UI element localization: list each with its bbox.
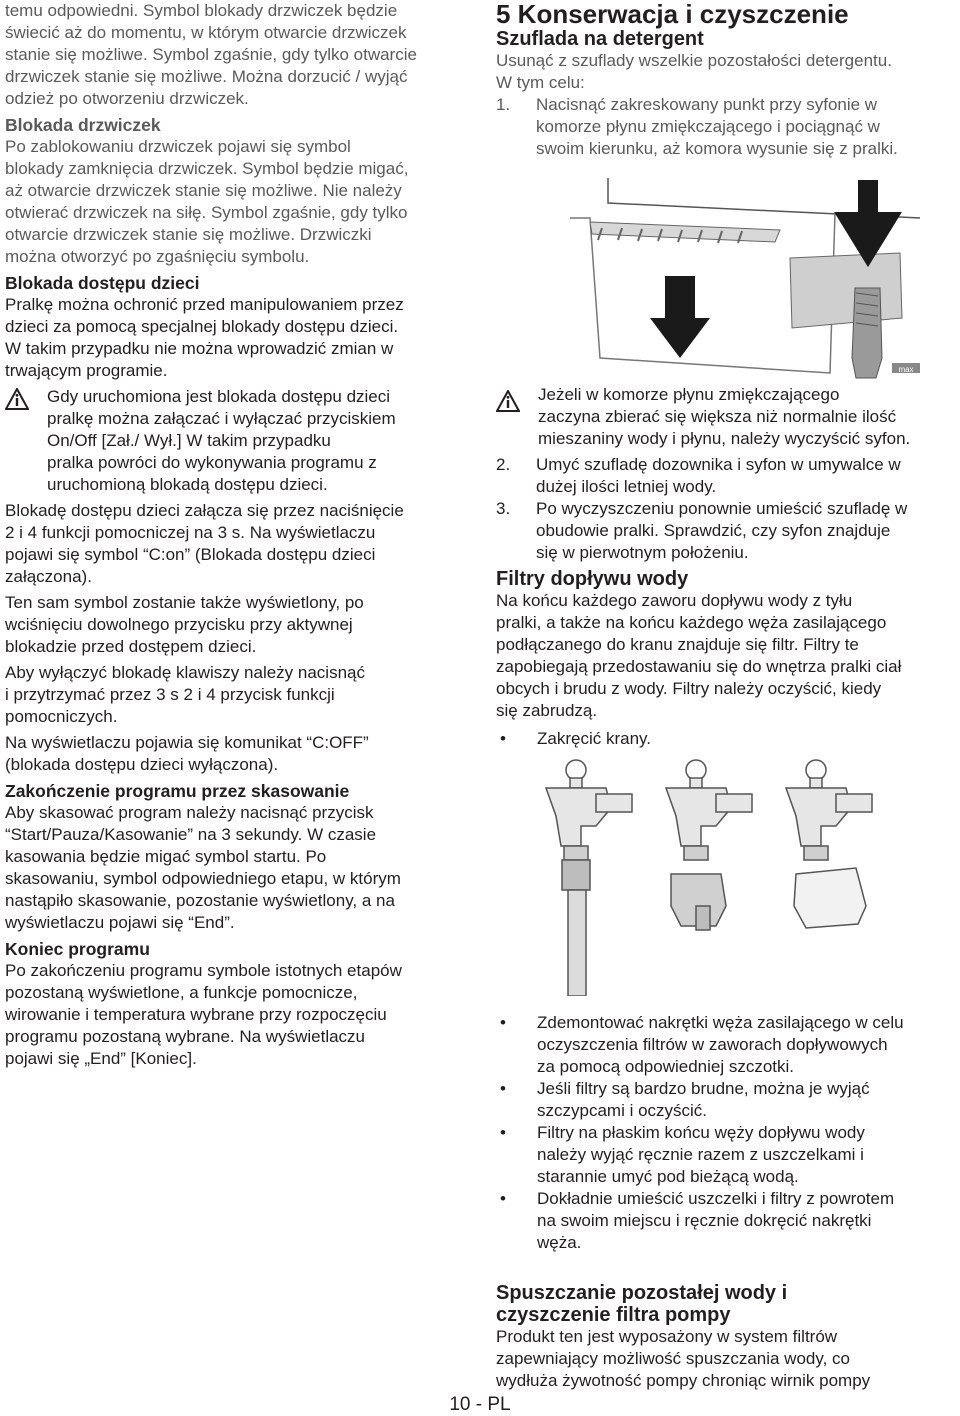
step-1: 1. Nacisnąć zakreskowany punkt przy syfonie w komorze płynu zmiękczającego i pociągnąć w swoim kierunku, aż komora wysunie się z pralki.	[496, 95, 898, 158]
display-off-paragraph: Na wyświetlaczu pojawia się komunikat “C:OFF” (blokada dostępu dzieci wyłączona).	[5, 733, 369, 774]
right-column	[496, 0, 958, 1392]
bullet-item: • Jeśli filtry są bardzo brudne, można je wyjąć szczypcami i oczyścić.	[500, 1079, 870, 1120]
filter-bullets	[496, 1012, 958, 1254]
drawer-heading: Szuflada na detergent	[496, 28, 704, 50]
bullet-close-taps: • Zakręcić krany.	[500, 729, 651, 748]
left-column	[5, 0, 467, 1070]
detergent-drawer-illustration	[530, 178, 950, 390]
section-title: 5 Konserwacja i czyszczenie	[496, 0, 849, 29]
bullet-item: • Dokładnie umieścić uszczelki i filtry z powrotem na swoim miejscu i ręcznie dokręcić nakrętki węża.	[500, 1189, 895, 1252]
tap-1	[546, 760, 632, 996]
door-lock-paragraph: Po zablokowaniu drzwiczek pojawi się symbol blokady zamknięcia drzwiczek. Symbol będzie migać, aż otwarcie drzwiczek stanie się możliwe. Nie należy otwierać drzwiczek na siłę. Symbol zgaśnie, gdy tylko otwarcie drzwiczek stanie się możliwe. Drzwiczki można otworzyć po zgaśnięciu symbolu.	[5, 137, 409, 266]
drawer-intro: Usunąć z szuflady wszelkie pozostałości detergentu. W tym celu:	[496, 51, 892, 92]
cancel-heading: Zakończenie programu przez skasowanie	[5, 781, 350, 801]
deactivate-paragraph: Aby wyłączyć blokadę klawiszy należy nacisnąć i przytrzymać przez 3 s 2 i 4 przycisk funkcji pomocniczych.	[5, 663, 365, 726]
tap-3	[786, 760, 872, 928]
cancel-paragraph: Aby skasować program należy nacisnąć przycisk “Start/Pauza/Kasowanie” na 3 sekundy. W czasie kasowania będzie migać symbol startu. Po skasowaniu, symbol odpowiedniego etapu, w którym nastąpiło skasowanie, pozostanie wyświetlony, a na wyświetlaczu pojawi się “End”.	[5, 803, 401, 932]
page-number: 10 - PL	[449, 1394, 511, 1415]
info-icon	[5, 388, 29, 412]
activate-paragraph: Blokadę dostępu dzieci załącza się przez naciśnięcie 2 i 4 funkcji pomocniczej na 3 s. Na wyświetlaczu pojawi się symbol “C:on” (Blokada dostępu dzieci załączona).	[5, 501, 404, 586]
filters-heading: Filtry dopływu wody	[496, 568, 689, 590]
down-arrow-icon-left	[650, 276, 710, 358]
end-heading: Koniec programu	[5, 939, 150, 959]
pump-heading: Spuszczanie pozostałej wody i czyszczenie filtra pompy	[496, 1282, 788, 1326]
filters-paragraph: Na końcu każdego zaworu dopływu wody z tyłu pralki, a także na końcu każdego węża zasilającego podłączanego do kranu znajduje się filtr. Filtry te zapobiegają przedostawaniu się do wnętrza pralki ciał obcych i brudu z wody. Filtry należy oczyścić, kiedy się zabrudzą.	[496, 591, 902, 720]
step-3: 3. Po wyczyszczeniu ponownie umieścić szufladę w obudowie pralki. Sprawdzić, czy syfon znajduje się w pierwotnym położeniu.	[496, 499, 908, 562]
water-taps-illustration	[506, 756, 946, 996]
intro-paragraph: temu odpowiedni. Symbol blokady drzwiczek będzie świecić aż do momentu, w którym otwarcie drzwiczek stanie się możliwe. Symbol zgaśnie, gdy tylko otwarcie drzwiczek stanie się możliwe. Można dorzucić / wyjąć odzież po otworzeniu drzwiczek.	[5, 1, 417, 108]
tap-2	[666, 760, 752, 930]
pump-paragraph: Produkt ten jest wyposażony w system filtrów zapewniający możliwość spuszczania wody, co wydłuża żywotność pompy chroniąc wirnik pompy	[496, 1327, 871, 1390]
info-icon	[496, 390, 520, 414]
door-lock-heading: Blokada drzwiczek	[5, 115, 161, 135]
child-lock-paragraph: Pralkę można ochronić przed manipulowaniem przez dzieci za pomocą specjalnej blokady dostępu dzieci. W takim przypadku nie można wprowadzić zmian w trwającym programie.	[5, 295, 404, 380]
same-symbol-paragraph: Ten sam symbol zostanie także wyświetlony, po wciśnięciu dowolnego przycisku przy aktywnej blokadzie przed dostępem dzieci.	[5, 593, 364, 656]
siphon-note: Jeżeli w komorze płynu zmiękczającego zaczyna zbierać się większa niż normalnie ilość mieszaniny wody i płynu, należy wyczyścić syfon.	[496, 384, 958, 450]
child-lock-heading: Blokada dostępu dzieci	[5, 273, 200, 293]
step-2: 2. Umyć szufladę dozownika i syfon w umywalce w dużej ilości letniej wody.	[496, 455, 901, 496]
child-lock-note: Gdy uruchomiona jest blokada dostępu dzieci pralkę można załączać i wyłączać przyciskiem On/Off [Zał./ Wył.] W takim przypadku pralka powróci do wykonywania programu z uruchomioną blokadą dostępu dzieci.	[5, 386, 467, 496]
end-paragraph: Po zakończeniu programu symbole istotnych etapów pozostaną wyświetlone, a funkcje pomocnicze, wirowanie i temperatura wybrane przy rozpoczęciu programu pozostaną wybrane. Na wyświetlaczu pojawi się „End” [Koniec].	[5, 961, 402, 1068]
siphon-max-label: max	[898, 365, 914, 374]
bullet-item: • Filtry na płaskim końcu węży dopływu wody należy wyjąć ręcznie razem z uszczelkami i starannie umyć pod bieżącą wodą.	[500, 1123, 865, 1186]
bullet-item: • Zdemontować nakrętki węża zasilającego w celu oczyszczenia filtrów w zaworach dopływowych za pomocą odpowiedniej szczotki.	[500, 1013, 904, 1076]
